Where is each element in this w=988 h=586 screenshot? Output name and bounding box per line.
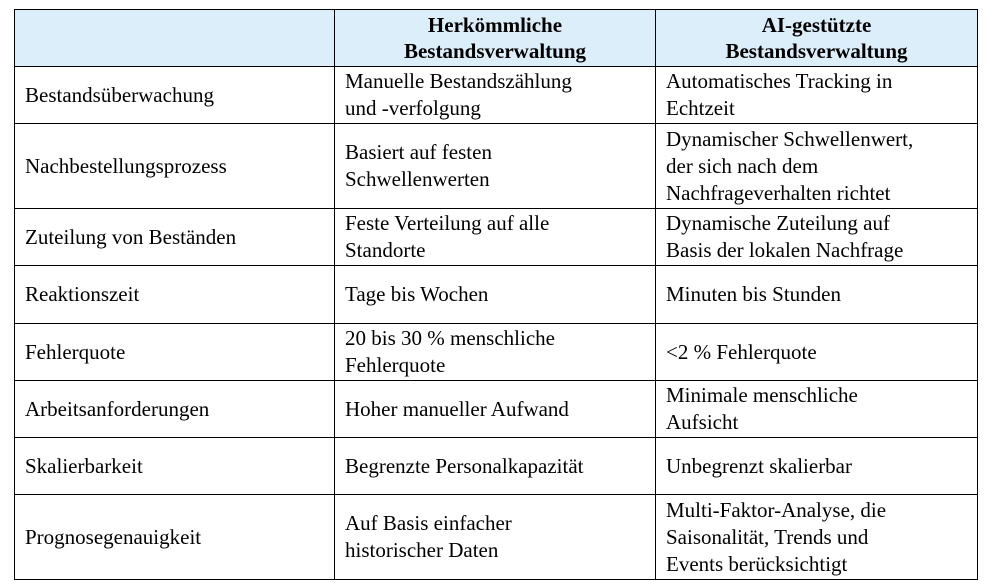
cell-line: historischer Daten <box>345 538 499 562</box>
ai-cell <box>656 324 978 381</box>
ai-cell <box>656 438 978 495</box>
cell-line: Standorte <box>345 238 426 262</box>
table-row <box>15 67 978 124</box>
table-row <box>15 495 978 580</box>
traditional-cell <box>335 324 656 381</box>
row-label: Nachbestellungsprozess <box>15 124 335 209</box>
ai-cell <box>656 209 978 266</box>
comparison-table <box>14 9 978 580</box>
cell-line: Basis der lokalen Nachfrage <box>666 238 904 262</box>
ai-cell <box>656 124 978 209</box>
cell-line: Saisonalität, Trends und <box>666 524 869 549</box>
cell-line: und -verfolgung <box>345 96 481 120</box>
table-row <box>15 438 978 495</box>
row-label: Reaktionszeit <box>15 266 335 324</box>
cell-line: Minimale menschliche <box>666 383 858 407</box>
header-traditional-line: Bestandsverwaltung <box>403 39 587 63</box>
cell-line: Hoher manueller Aufwand <box>345 396 569 421</box>
cell-line: Feste Verteilung auf alle <box>345 211 550 235</box>
row-label: Fehlerquote <box>15 324 335 381</box>
cell-line: Aufsicht <box>666 410 739 434</box>
table-row <box>15 124 978 209</box>
cell-line: Fehlerquote <box>345 353 446 377</box>
cell-line: Manuelle Bestandszählung <box>345 69 572 93</box>
ai-cell <box>656 266 978 324</box>
row-label: Prognosegenauigkeit <box>15 495 335 580</box>
cell-line: Begrenzte Personalkapazität <box>345 453 584 478</box>
header-traditional-line: Herkömmliche <box>427 13 563 37</box>
header-ai <box>656 10 978 67</box>
table-header-row <box>15 10 978 67</box>
traditional-cell <box>335 124 656 209</box>
cell-line: Multi-Faktor-Analyse, die <box>666 497 887 522</box>
row-label: Arbeitsanforderungen <box>15 381 335 438</box>
cell-line: der sich nach dem <box>666 153 819 178</box>
traditional-cell <box>335 67 656 124</box>
table-row <box>15 209 978 266</box>
traditional-cell <box>335 438 656 495</box>
header-empty-cell <box>15 10 335 67</box>
traditional-cell <box>335 266 656 324</box>
row-label: Bestandsüberwachung <box>15 67 335 124</box>
table-row <box>15 381 978 438</box>
row-label: Zuteilung von Beständen <box>15 209 335 266</box>
cell-line: 20 bis 30 % menschliche <box>345 326 555 350</box>
cell-line: Unbegrenzt skalierbar <box>666 453 852 478</box>
cell-line: Basiert auf festen <box>345 140 492 164</box>
header-ai-line: Bestandsverwaltung <box>725 39 908 63</box>
ai-cell <box>656 495 978 580</box>
cell-line: Dynamischer Schwellenwert, <box>666 126 914 151</box>
ai-cell <box>656 381 978 438</box>
cell-line: Nachfrageverhalten richtet <box>666 180 891 205</box>
cell-line: Events berücksichtigt <box>666 551 848 576</box>
cell-line: Auf Basis einfacher <box>345 511 512 535</box>
cell-line: <2 % Fehlerquote <box>666 339 817 364</box>
cell-line: Schwellenwerten <box>345 167 490 191</box>
cell-line: Echtzeit <box>666 96 735 120</box>
cell-line: Automatisches Tracking in <box>666 69 893 93</box>
cell-line: Dynamische Zuteilung auf <box>666 211 890 235</box>
header-ai-line: AI-gestützte <box>761 13 872 37</box>
row-label: Skalierbarkeit <box>15 438 335 495</box>
traditional-cell <box>335 495 656 580</box>
table-row <box>15 266 978 324</box>
header-traditional <box>335 10 656 67</box>
traditional-cell <box>335 209 656 266</box>
table-row <box>15 324 978 381</box>
traditional-cell <box>335 381 656 438</box>
cell-line: Minuten bis Stunden <box>666 282 842 306</box>
cell-line: Tage bis Wochen <box>345 282 489 306</box>
ai-cell <box>656 67 978 124</box>
